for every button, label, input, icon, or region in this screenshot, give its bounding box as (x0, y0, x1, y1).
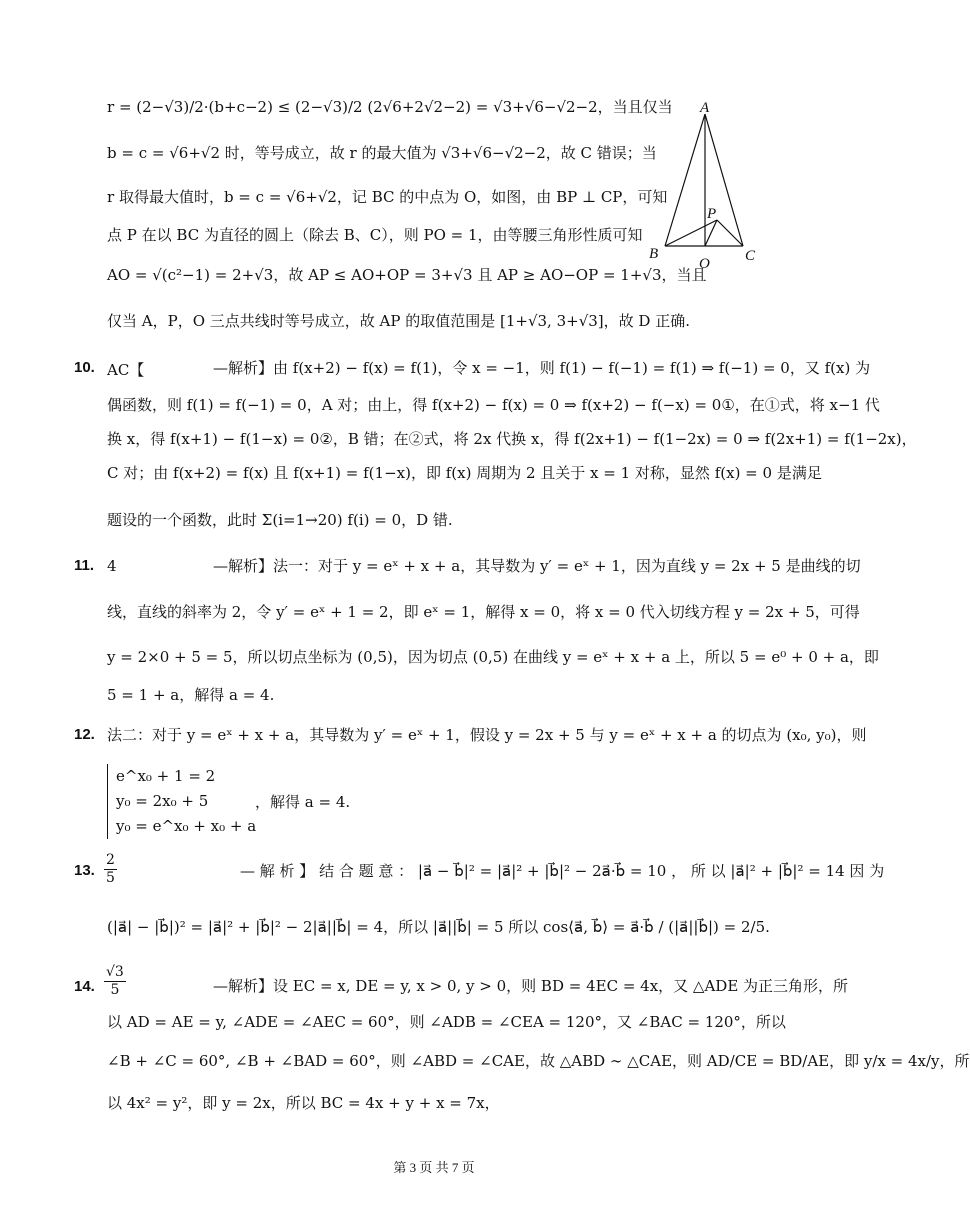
p9-line-3: r 取得最大值时，b = c = √6+√2，记 BC 的中点为 O，如图，由 BP ⊥ CP，可知 (107, 188, 668, 206)
system-eq-2: y₀ = 2x₀ + 5 (116, 792, 209, 810)
page-footer: 第 3 页 共 7 页 (393, 1160, 475, 1175)
p12-line-1: 法二：对于 y = eˣ + x + a，其导数为 y′ = eˣ + 1，假设 y = 2x + 5 与 y = eˣ + x + a 的切点为 (x₀, y₀)，则 (107, 726, 867, 744)
system-eq-3: y₀ = e^x₀ + x₀ + a (116, 817, 257, 835)
p9-line-5: AO = √(c²−1) = 2+√3，故 AP ≤ AO+OP = 3+√3 且 AP ≥ AO−OP = 1+√3，当且 (107, 266, 707, 284)
p14-line-1: —解析】设 EC = x, DE = y, x > 0, y > 0，则 BD = 4EC = 4x，又 △ADE 为正三角形，所 (213, 977, 849, 995)
problem-11-number: 11. (74, 557, 95, 574)
p14-line-4: 以 4x² = y²，即 y = 2x，所以 BC = 4x + y + x = 7x， (107, 1094, 500, 1112)
answer-denominator: 5 (110, 982, 120, 998)
p10-line-5: 题设的一个函数，此时 Σ(i=1→20) f(i) = 0，D 错. (107, 511, 453, 529)
p11-line-2: 线，直线的斜率为 2，令 y′ = eˣ + 1 = 2，即 eˣ = 1，解得 x = 0，将 x = 0 代入切线方程 y = 2x + 5，可得 (107, 603, 860, 621)
label-B: B (649, 246, 659, 262)
answer-numerator: 2 (106, 852, 115, 868)
p9-line-4: 点 P 在以 BC 为直径的圆上（除去 B、C），则 PO = 1，由等腰三角形性质可知 (107, 226, 643, 244)
p10-line-2: 偶函数，则 f(1) = f(−1) = 0，A 对；由上，得 f(x+2) − f(x) = 0 ⇒ f(x+2) − f(−x) = 0①，在①式，将 x−1 代 (107, 396, 880, 414)
problem-10-number: 10. (74, 359, 95, 376)
problem-13-answer (104, 852, 117, 887)
p11-line-3: y = 2×0 + 5 = 5，所以切点坐标为 (0,5)，因为切点 (0,5) 在曲线 y = eˣ + x + a 上，所以 5 = e⁰ + 0 + a，即 (107, 648, 879, 666)
label-C: C (745, 248, 756, 264)
problem-13-number: 13. (74, 862, 95, 879)
problem-14-answer (104, 964, 126, 999)
p10-line-1: —解析】由 f(x+2) − f(x) = f(1)，令 x = −1，则 f(1) − f(−1) = f(1) ⇒ f(−1) = 0，又 f(x) 为 (213, 359, 871, 377)
p10-line-4: C 对；由 f(x+2) = f(x) 且 f(x+1) = f(1−x)，即 f(x) 周期为 2 且关于 x = 1 对称，显然 f(x) = 0 是满足 (107, 464, 822, 482)
answer-denominator: 5 (106, 870, 115, 886)
p9-line-1: r = (2−√3)/2·(b+c−2) ≤ (2−√3)/2 (2√6+2√2−2) = √3+√6−√2−2，当且仅当 (107, 98, 673, 116)
answer-numerator: √3 (106, 964, 124, 980)
label-O: O (699, 256, 710, 272)
p9-line-2: b = c = √6+√2 时，等号成立，故 r 的最大值为 √3+√6−√2−2，故 C 错误；当 (107, 144, 657, 162)
label-P: P (707, 206, 717, 222)
p11-line-4: 5 = 1 + a，解得 a = 4. (107, 686, 275, 704)
problem-12-number: 12. (74, 726, 95, 743)
label-A: A (700, 100, 710, 116)
equation-system (107, 764, 256, 839)
problem-10-answer: AC【 (107, 361, 145, 379)
p13-line-2: (|a⃗| − |b⃗|)² = |a⃗|² + |b⃗|² − 2|a⃗||b⃗| = 4，所以 |a⃗||b⃗| = 5 所以 cos⟨a⃗, b⃗⟩ = a⃗·b⃗ / (|a⃗||b⃗|) = 2/5. (107, 918, 770, 936)
problem-14-number: 14. (74, 978, 95, 995)
p11-line-1: —解析】法一：对于 y = eˣ + x + a，其导数为 y′ = eˣ + 1，因为直线 y = 2x + 5 是曲线的切 (213, 557, 861, 575)
system-eq-1: e^x₀ + 1 = 2 (116, 767, 216, 785)
problem-11-answer: 4 (107, 557, 117, 575)
p14-line-3: ∠B + ∠C = 60°, ∠B + ∠BAD = 60°，则 ∠ABD = ∠CAE，故 △ABD ∼ △CAE，则 AD/CE = BD/AE，即 y/x = 4x/y，所 (107, 1052, 970, 1070)
p9-line-6: 仅当 A，P，O 三点共线时等号成立，故 AP 的取值范围是 [1+√3, 3+√3]，故 D 正确. (107, 312, 690, 330)
p10-line-3: 换 x，得 f(x+1) − f(1−x) = 0②，B 错；在②式，将 2x 代换 x，得 f(2x+1) − f(1−2x) = 0 ⇒ f(2x+1) = f(1−2x)， (107, 430, 917, 448)
p12-solution: ，解得 a = 4. (255, 793, 351, 811)
p13-line-1: — 解 析 】 结 合 题 意 ： |a⃗ − b⃗|² = |a⃗|² + |b⃗|² − 2a⃗·b⃗ = 10 ， 所 以 |a⃗|² + |b⃗|² = 14 因 为 (240, 862, 885, 880)
triangle-figure (645, 100, 765, 270)
p14-line-2: 以 AD = AE = y, ∠ADE = ∠AEC = 60°，则 ∠ADB = ∠CEA = 120°，又 ∠BAC = 120°，所以 (107, 1013, 786, 1031)
